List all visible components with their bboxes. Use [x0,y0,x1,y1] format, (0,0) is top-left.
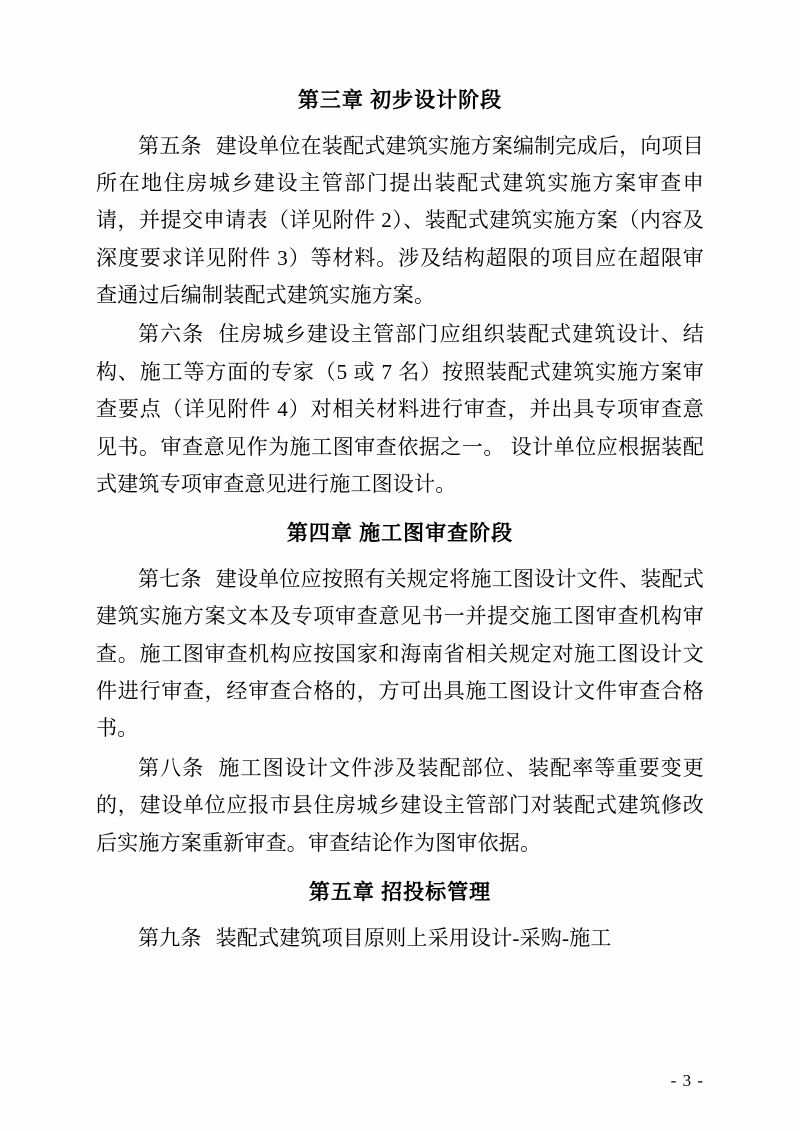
article-6-paragraph [96,316,704,503]
chapter-heading-3: 第三章 初步设计阶段 [297,88,503,112]
article-9-paragraph [96,920,704,957]
article-8-label: 第八条 [138,755,205,780]
article-5-paragraph [96,128,704,315]
article-7-paragraph [96,561,704,748]
article-6-text: 住房城乡建设主管部门应组织装配式建筑设计、结构、施工等方面的专家（5 或 7 名）按照装配式建筑实施方案审查要点（详见附件 4）对相关材料进行审查，并出具专项审查意见书。审查意见作为施工图审查依据之一。 设计单位应根据装配式建筑专项审查意见进行施工图设计。 [96,322,704,496]
article-9-text: 装配式建筑项目原则上采用设计-采购-施工 [215,925,612,950]
article-7-text: 建设单位应按照有关规定将施工图设计文件、装配式建筑实施方案文本及专项审查意见书一并提交施工图审查机构审查。施工图审查机构应按国家和海南省相关规定对施工图设计文件进行审查，经审查合格的，方可出具施工图设计文件审查合格书。 [96,566,704,741]
article-6-label: 第六条 [138,322,205,347]
document-body [96,84,704,957]
article-5-text: 建设单位在装配式建筑实施方案编制完成后，向项目所在地住房城乡建设主管部门提出装配式建筑实施方案审查申请，并提交申请表（详见附件 2）、装配式建筑实施方案（内容及深度要求详见附件 3）等材料。涉及结构超限的项目应在超限审查通过后编制装配式建筑实施方案。 [96,133,704,308]
article-8-paragraph [96,750,704,862]
article-7-label: 第七条 [138,566,202,591]
article-8-text: 施工图设计文件涉及装配部位、装配率等重要变更的，建设单位应报市县住房城乡建设主管部门对装配式建筑修改后实施方案重新审查。审查结论作为图审依据。 [96,755,704,855]
article-9-label: 第九条 [138,925,202,950]
article-5-label: 第五条 [138,133,202,158]
chapter-heading-4: 第四章 施工图审查阶段 [286,521,514,546]
chapter-heading-5: 第五章 招投标管理 [308,879,492,904]
page-number: - 3 - [670,1071,704,1090]
